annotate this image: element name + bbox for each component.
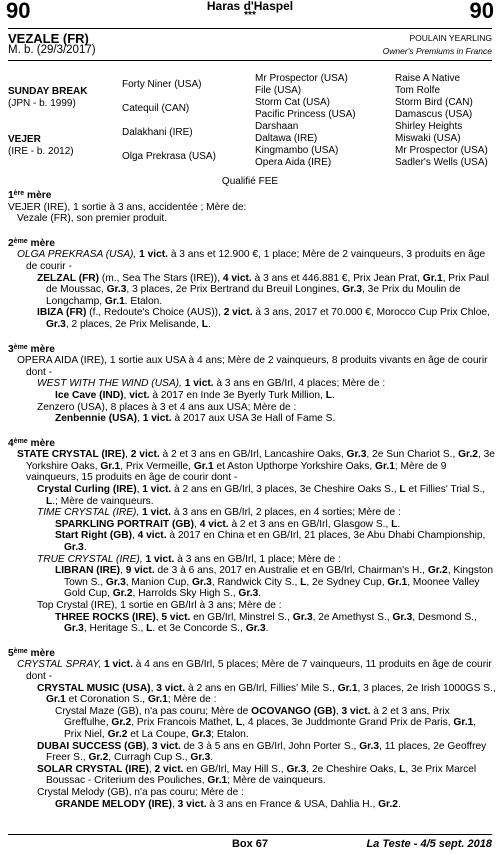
produce-entry: Crystal Curling (IRE), 1 vict. à 2 ans en GB/Irl, 3 places, 3e Cheshire Oaks S., L et Fillies' Trial S., L.; Mère de vainqueurs. [37, 484, 486, 507]
horse-name: VEZALE (FR) [8, 31, 89, 46]
section-heading: 1ère mère [8, 190, 52, 201]
dam-entry: OLGA PREKRASA (USA), 1 vict. à 3 ans et 12.900 €, 1 place; Mère de 2 vainqueurs, 3 produits en âge de courir - [17, 249, 486, 272]
lot-number-left: 90 [6, 0, 31, 23]
horse-type: POULAIN YEARLING [409, 33, 492, 43]
header-divider [8, 28, 492, 29]
section-heading: 5ème mère [8, 647, 55, 659]
pedigree-gen4: Tom Rolfe [395, 85, 441, 96]
produce-entry: THREE ROCKS (IRE), 5 vict. en GB/Irl, Minstrel S., Gr.3, 2e Amethyst S., Gr.3, Desmond S., Gr.3, Heritage S., L. et 3e Concorde S., Gr.3. [55, 611, 477, 635]
produce-entry: TIME CRYSTAL (IRE), 1 vict. à 3 ans en GB/Irl, 2 places, en 4 sorties; Mère de : [37, 507, 401, 519]
produce-entry: Vezale (FR), son premier produit. [17, 213, 168, 225]
dam-entry: OPERA AIDA (IRE), 1 sortie aux USA à 4 ans; Mère de 2 vainqueurs, 8 produits vivants en âge de courir dont - [17, 355, 488, 378]
footer-divider [8, 834, 492, 835]
section-heading: 3ème mère [8, 343, 55, 355]
produce-entry: Top Crystal (IRE), 1 sortie en GB/Irl à 3 ans; Mère de : [37, 600, 282, 611]
pedigree-gen2: Dalakhani (IRE) [122, 127, 193, 138]
pedigree-gen3: Mr Prospector (USA) [255, 73, 348, 84]
pedigree-gen4: Damascus (USA) [395, 109, 473, 120]
produce-entry: IBIZA (FR) (f., Redoute's Choice (AUS)), 2 vict. à 3 ans, 2017 et 70.000 €, Morocco Cup Prix Chloe, Gr.3, 2 places, 2e Prix Melisande, L. [37, 307, 490, 330]
consignor-name: Haras d'Haspel [206, 0, 294, 13]
box-number: Box 67 [231, 838, 269, 850]
dam-entry: CRYSTAL SPRAY, 1 vict. à 4 ans en GB/Irl, 5 places; Mère de 7 vainqueurs, 11 produits en âge de courir dont - [17, 659, 492, 682]
pedigree-gen2: Catequil (CAN) [122, 103, 190, 114]
section-heading: 2ème mère [8, 237, 55, 249]
pedigree-gen3: Storm Cat (USA) [255, 97, 331, 108]
produce-entry: SOLAR CRYSTAL (IRE), 2 vict. en GB/Irl, May Hill S., Gr.3, 2e Cheshire Oaks, L, 3e Prix Marcel Boussac - Criterium des Pouliches, Gr.1; Mère de vainqueurs. [37, 763, 477, 787]
pedigree-gen4: Sadler's Wells (USA) [395, 157, 488, 168]
produce-entry: Ice Cave (IND), vict. à 2017 en Inde 3e Byerly Turk Million, L. [55, 389, 335, 401]
sire-name: SUNDAY BREAK [8, 86, 88, 97]
produce-entry: GRANDE MELODY (IRE), 3 vict. à 3 ans en France & USA, Dahlia H., Gr.2. [55, 798, 401, 810]
horse-details: M. b. (29/3/2017) [8, 44, 96, 56]
dam-entry: STATE CRYSTAL (IRE), 2 vict. à 2 et 3 ans en GB/Irl, Lancashire Oaks, Gr.3, 2e Sun Chariot S., Gr.2, 3e Yorkshire Oaks, Gr.1, Prix Vermeille, Gr.1 et Aston Upthorpe Yorkshire Oaks, Gr.1; Mère de 9 vainqueurs, 15 produits en âge de courir dont - [17, 449, 495, 484]
produce-entry: TRUE CRYSTAL (IRE), 1 vict. à 3 ans en GB/Irl, 1 place; Mère de : [37, 553, 341, 565]
rating-stars: *** [244, 10, 256, 21]
produce-entry: SPARKLING PORTRAIT (GB), 4 vict. à 2 et 3 ans en GB/Irl, Glasgow S., L. [55, 518, 401, 530]
dam-details: (IRE - b. 2012) [8, 146, 74, 157]
sale-info: La Teste - 4/5 sept. 2018 [366, 838, 492, 850]
produce-entry: CRYSTAL MUSIC (USA), 3 vict. à 2 ans en GB/Irl, Fillies' Mile S., Gr.1, 3 places, 2e Irish 1000GS S., Gr.1 et Coronation S., Gr.1; Mère de : [37, 682, 496, 706]
lot-number-right: 90 [469, 0, 494, 23]
section-heading: 4ème mère [8, 437, 55, 449]
dam-name: VEJER [8, 134, 41, 145]
pedigree-gen2: Olga Prekrasa (USA) [122, 151, 216, 162]
produce-entry: ZELZAL (FR) (m., Sea The Stars (IRE)), 4 vict. à 3 ans et 446.881 €, Prix Jean Prat, Gr.1, Prix Paul de Moussac, Gr.3, 3 places, 2e Prix Bertrand du Breuil Longines, Gr.3, 3e Prix du Moulin de Longchamp, Gr.1. Etalon. [37, 272, 490, 307]
dam-entry: VEJER (IRE), 1 sortie à 3 ans, accidentée ; Mère de: [8, 201, 247, 213]
pedigree-gen3: Daltawa (IRE) [255, 133, 318, 144]
pedigree-gen4: Mr Prospector (USA) [395, 145, 488, 156]
produce-entry: WEST WITH THE WIND (USA), 1 vict. à 3 ans en GB/Irl, 4 places; Mère de : [37, 378, 386, 390]
owner-premiums: Owner's Premiums in France [382, 46, 492, 56]
pedigree-gen4: Miswaki (USA) [395, 133, 461, 144]
produce-entry: DUBAI SUCCESS (GB), 3 vict. de 3 à 5 ans en GB/Irl, John Porter S., Gr.3, 11 places, 2e Geoffrey Freer S., Gr.2, Curragh Cup S., Gr.3. [37, 740, 487, 764]
sire-details: (JPN - b. 1999) [8, 98, 76, 109]
produce-entry: Zenzero (USA), 8 places à 3 et 4 ans aux USA; Mère de : [37, 401, 297, 413]
produce-entry: Crystal Melody (GB), n'a pas couru; Mère de : [37, 786, 244, 798]
pedigree-gen4: Raise A Native [395, 73, 461, 84]
pedigree-gen4: Shirley Heights [395, 121, 463, 132]
pedigree-gen4: Storm Bird (CAN) [395, 97, 473, 108]
produce-entry: Crystal Maze (GB), n'a pas couru; Mère de OCOVANGO (GB), 3 vict. à 2 et 3 ans, Prix Greffulhe, Gr.2, Prix Francois Mathet, L, 4 places, 3e Juddmonte Grand Prix de Paris, Gr.1, Prix Niel, Gr.2 et La Coupe, Gr.3; Etalon. [55, 705, 477, 740]
pedigree-gen3: File (USA) [255, 85, 302, 96]
dam-line-text [8, 188, 496, 810]
pedigree-gen2: Forty Niner (USA) [122, 79, 202, 90]
pedigree-gen3: Kingmambo (USA) [255, 145, 339, 156]
pedigree-gen3: Opera Aida (IRE) [255, 157, 332, 168]
produce-entry: Start Right (GB), 4 vict. à 2017 en China et en GB/Irl, 21 places, 3e Abu Dhabi Championship, Gr.3. [55, 530, 486, 554]
pedigree-gen3: Darshaan [255, 121, 299, 132]
pedigree-gen3: Pacific Princess (USA) [255, 109, 356, 120]
produce-entry: LIBRAN (IRE), 9 vict. de 3 à 6 ans, 2017 en Australie et en GB/Irl, Chairman's H., Gr.2, Kingston Town S., Gr.3, Manion Cup, Gr.3, Randwick City S., L, 2e Sydney Cup, Gr.1, Moonee Valley Gold Cup, Gr.2, Harrolds Sky High S., Gr.3. [55, 565, 493, 600]
produce-entry: Zenbennie (USA), 1 vict. à 2017 aux USA 3e Hall of Fame S. [55, 413, 336, 425]
qualified-label: Qualifié FEE [221, 176, 279, 187]
pedigree-divider [8, 60, 492, 61]
